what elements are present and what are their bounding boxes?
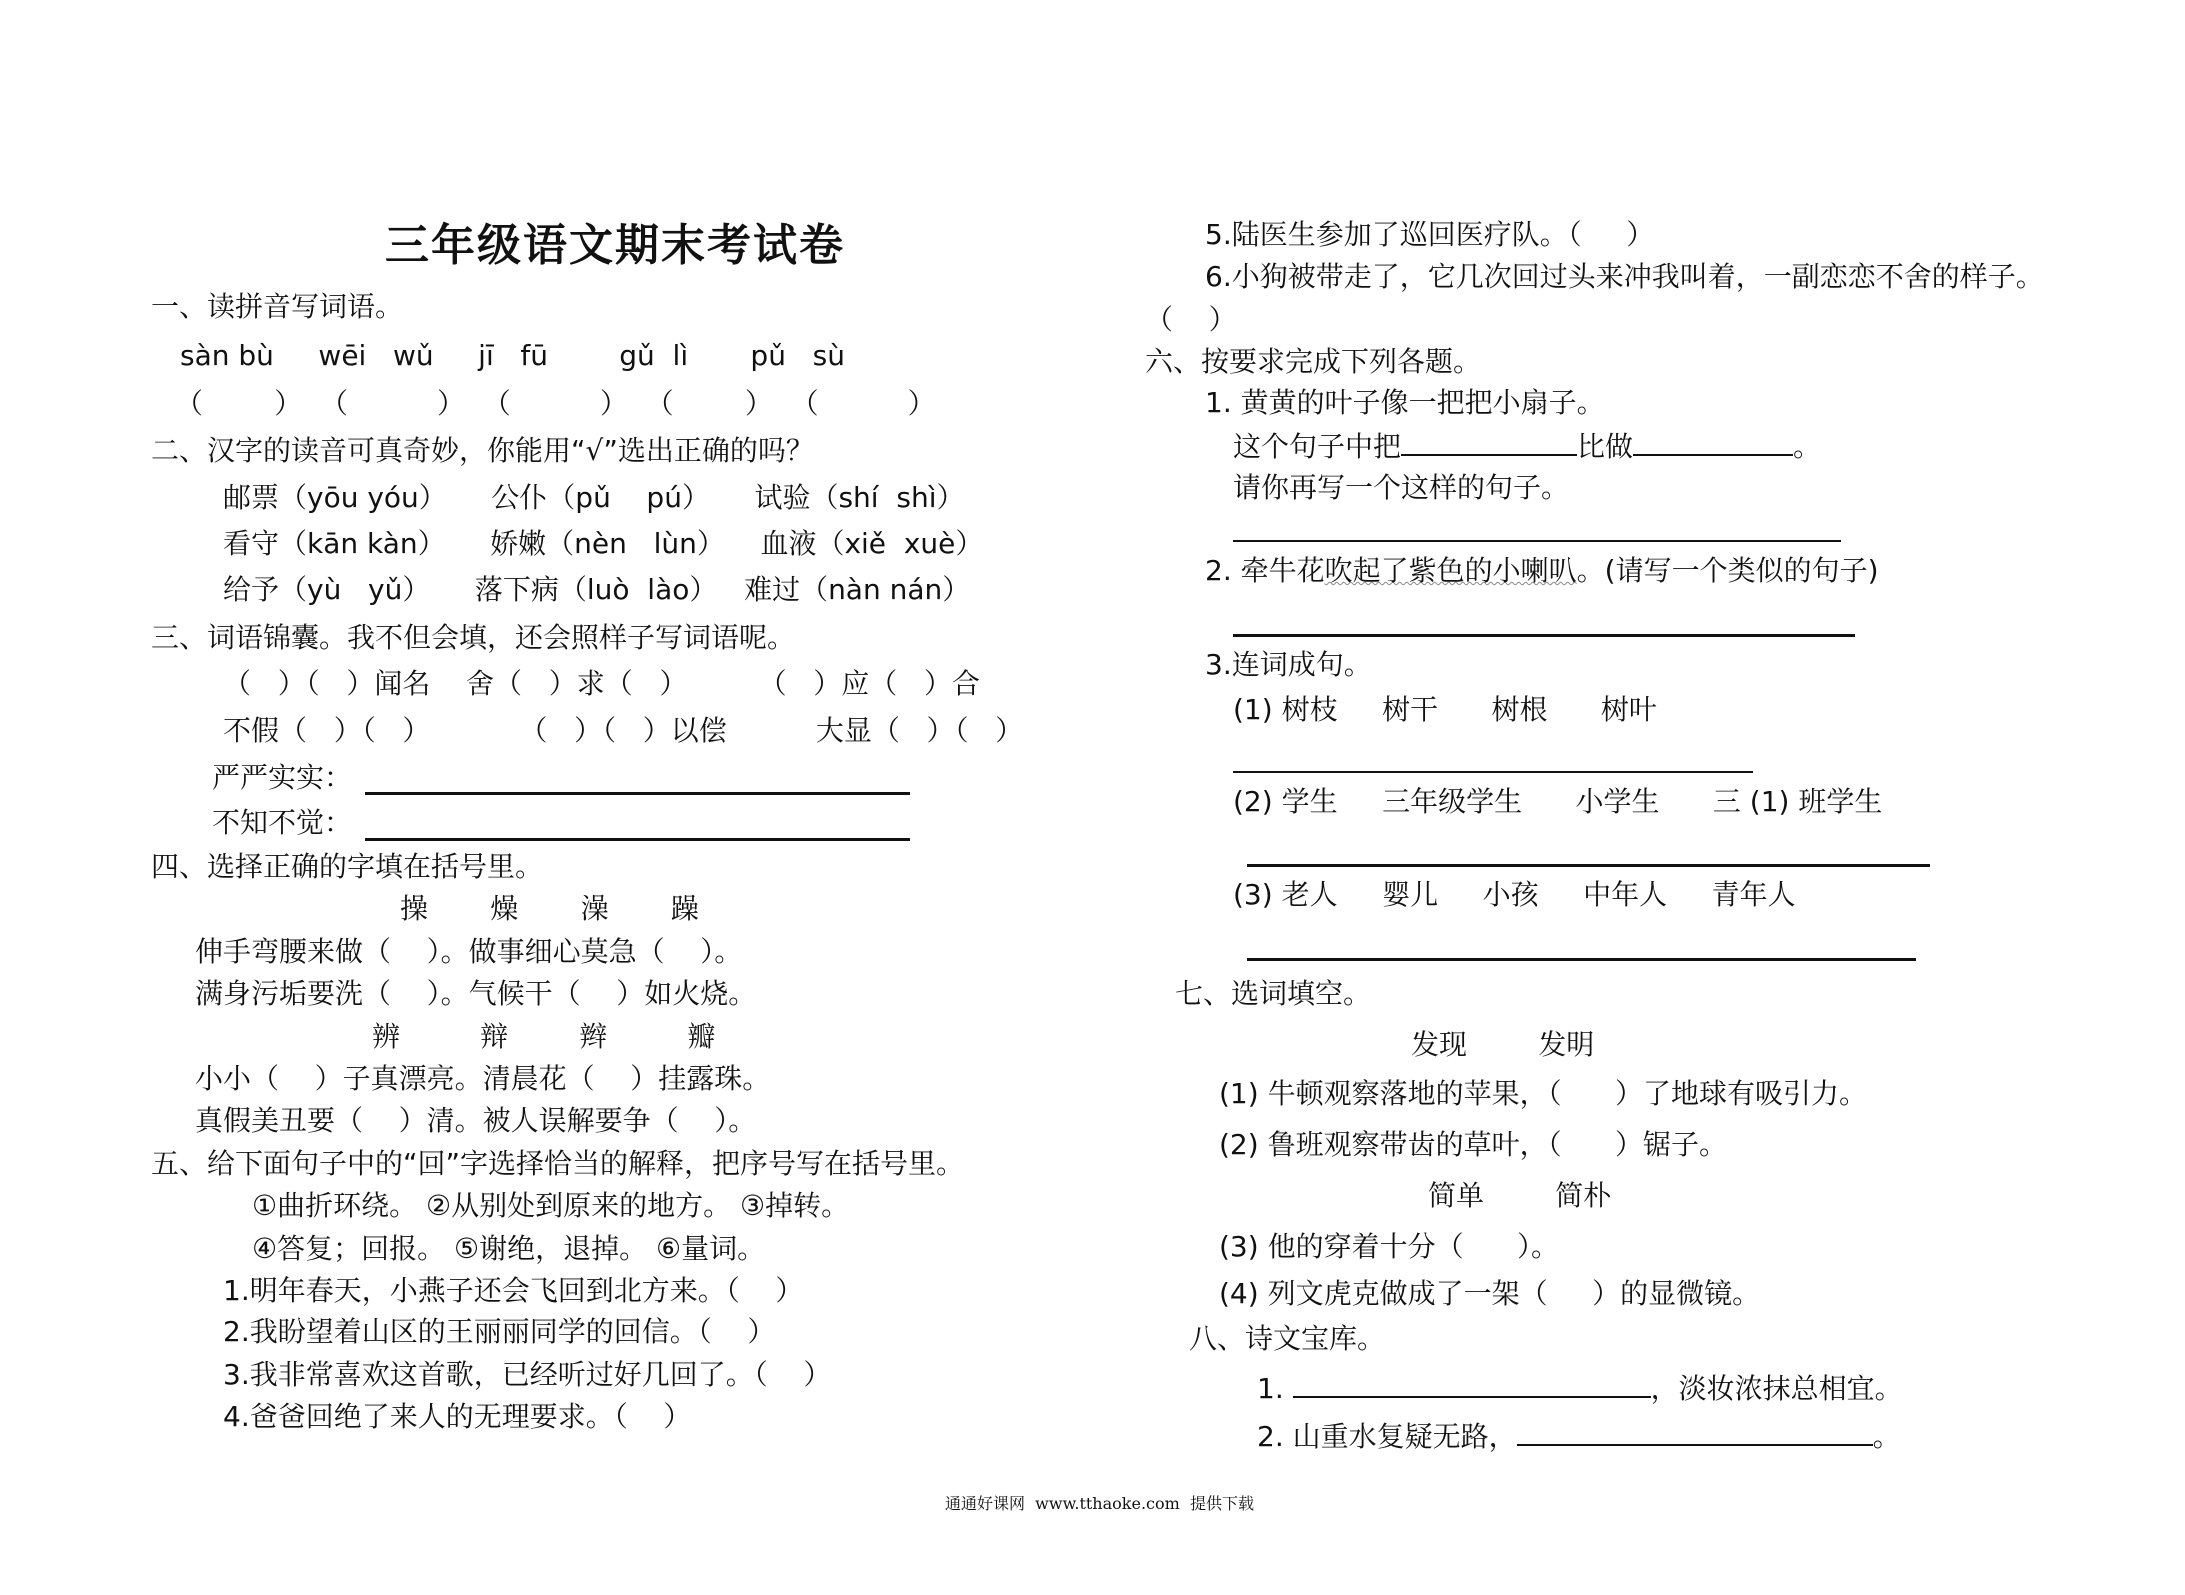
footer-source: 通通好课网 www.tthaoke.com 提供下载	[945, 1494, 1254, 1513]
answer-line[interactable]	[1247, 864, 1930, 867]
question-item: 4.爸爸回绝了来人的无理要求。（ ）	[223, 1400, 692, 1433]
word-options: 简单 简朴	[1428, 1179, 1612, 1212]
simile-fill	[1233, 428, 1821, 464]
section-2-heading: 二、汉字的读音可真奇妙，你能用“√”选出正确的吗？	[151, 434, 814, 467]
answer-line[interactable]	[1233, 634, 1855, 637]
fill-row: 小小（ ）子真漂亮。清晨花（ ）挂露珠。	[195, 1062, 771, 1095]
section-8-heading: 八、诗文宝库。	[1189, 1322, 1386, 1355]
fill-row: 满身污垢要洗（ ）。气候干（ ）如火烧。	[195, 977, 757, 1010]
question-item: 1. 黄黄的叶子像一把把小扇子。	[1205, 386, 1605, 419]
answer-blank[interactable]	[1517, 1418, 1873, 1446]
question-item	[1205, 554, 1879, 588]
pinyin-row: sàn bù wēi wǔ jī fū gǔ lì pǔ sù	[180, 339, 845, 372]
period: 。	[1793, 430, 1822, 463]
idiom-row: （ ）（ ）闻名 舍（ ）求（ ） （ ）应（ ）合	[223, 667, 981, 700]
char-options: 辨 辩 辫 瓣	[372, 1020, 716, 1053]
answer-line[interactable]	[1233, 540, 1841, 542]
fill-row: (4) 列文虎克做成了一架（ ）的显微镜。	[1219, 1277, 1761, 1310]
section-4-heading: 四、选择正确的字填在括号里。	[151, 850, 544, 883]
question-text: 。(请写一个类似的句子)	[1576, 554, 1879, 587]
poem-text: ，淡妆浓抹总相宜。	[1650, 1372, 1903, 1405]
question-item: 3.我非常喜欢这首歌，已经听过好几回了。（ ）	[223, 1358, 832, 1391]
question-text: 2. 牵牛花	[1205, 554, 1325, 587]
section-7-heading: 七、选词填空。	[1175, 977, 1372, 1010]
answer-blank[interactable]	[1293, 1370, 1651, 1398]
poem-line	[1257, 1418, 1901, 1454]
definitions: ④答复；回报。 ⑤谢绝，退掉。 ⑥量词。	[252, 1232, 766, 1265]
pronunciation-row: 邮票（yōu yóu） 公仆（pǔ pú） 试验（shí shì）	[223, 481, 965, 514]
answer-line[interactable]	[365, 792, 910, 795]
fill-row: (1) 牛顿观察落地的苹果，（ ）了地球有吸引力。	[1219, 1077, 1867, 1110]
page-title: 三年级语文期末考试卷	[385, 220, 845, 271]
question-item: 6.小狗被带走了，它几次回过头来冲我叫着，一副恋恋不舍的样子。	[1205, 260, 2044, 293]
underlined-phrase: 吹起了紫色的小喇叭	[1324, 554, 1577, 587]
poem-line	[1257, 1370, 1903, 1406]
answer-blank[interactable]	[1401, 428, 1577, 456]
question-item: 3.连词成句。	[1205, 648, 1372, 681]
answer-line[interactable]	[1233, 771, 1753, 773]
simile-text: 比做	[1577, 430, 1634, 463]
period: 。	[1872, 1420, 1901, 1453]
section-3-heading: 三、词语锦囊。我不但会填，还会照样子写词语呢。	[151, 621, 796, 654]
idiom-row: 不假（ ）（ ） （ ）（ ）以偿 大显（ ）（ ）	[223, 714, 1024, 747]
answer-line[interactable]	[1247, 958, 1916, 961]
answer-blank[interactable]	[1633, 428, 1793, 456]
section-5-heading: 五、给下面句子中的“回”字选择恰当的解释，把序号写在括号里。	[151, 1147, 965, 1180]
word-options: 发现 发明	[1411, 1028, 1595, 1061]
simile-text: 这个句子中把	[1233, 430, 1402, 463]
answer-parens[interactable]: （ ）	[1145, 303, 1237, 336]
char-options: 操 燥 澡 躁	[400, 892, 699, 925]
pronunciation-row: 给予（yù yǔ） 落下病（luò lào） 难过（nàn nán）	[223, 573, 971, 606]
question-item: 1.明年春天，小燕子还会飞回到北方来。（ ）	[223, 1274, 804, 1307]
example-label: 不知不觉：	[212, 806, 353, 839]
example-label: 严严实实：	[212, 761, 353, 794]
word-group: (2) 学生 三年级学生 小学生 三 (1) 班学生	[1233, 785, 1883, 818]
poem-number: 1.	[1257, 1372, 1284, 1405]
fill-row: 伸手弯腰来做（ ）。做事细心莫急（ ）。	[195, 935, 743, 968]
pronunciation-row: 看守（kān kàn） 娇嫩（nèn lùn） 血液（xiě xuè）	[223, 527, 984, 560]
question-item: 2.我盼望着山区的王丽丽同学的回信。（ ）	[223, 1315, 776, 1348]
question-item: 5.陆医生参加了巡回医疗队。（ ）	[1205, 218, 1655, 251]
fill-row: (3) 他的穿着十分（ ）。	[1219, 1230, 1559, 1263]
prompt: 请你再写一个这样的句子。	[1233, 471, 1570, 504]
answer-parens[interactable]: （ ） （ ） （ ） （ ） （ ）	[175, 387, 936, 420]
definitions: ①曲折环绕。 ②从别处到原来的地方。 ③掉转。	[252, 1189, 850, 1222]
poem-text: 2. 山重水复疑无路，	[1257, 1420, 1517, 1453]
word-group: (3) 老人 婴儿 小孩 中年人 青年人	[1233, 878, 1796, 911]
fill-row: (2) 鲁班观察带齿的草叶，（ ）锯子。	[1219, 1128, 1727, 1161]
word-group: (1) 树枝 树干 树根 树叶	[1233, 693, 1657, 726]
fill-row: 真假美丑要（ ）清。被人误解要争（ ）。	[195, 1104, 757, 1137]
answer-line[interactable]	[365, 838, 910, 841]
section-1-heading: 一、读拼音写词语。	[151, 290, 404, 323]
section-6-heading: 六、按要求完成下列各题。	[1145, 345, 1482, 378]
